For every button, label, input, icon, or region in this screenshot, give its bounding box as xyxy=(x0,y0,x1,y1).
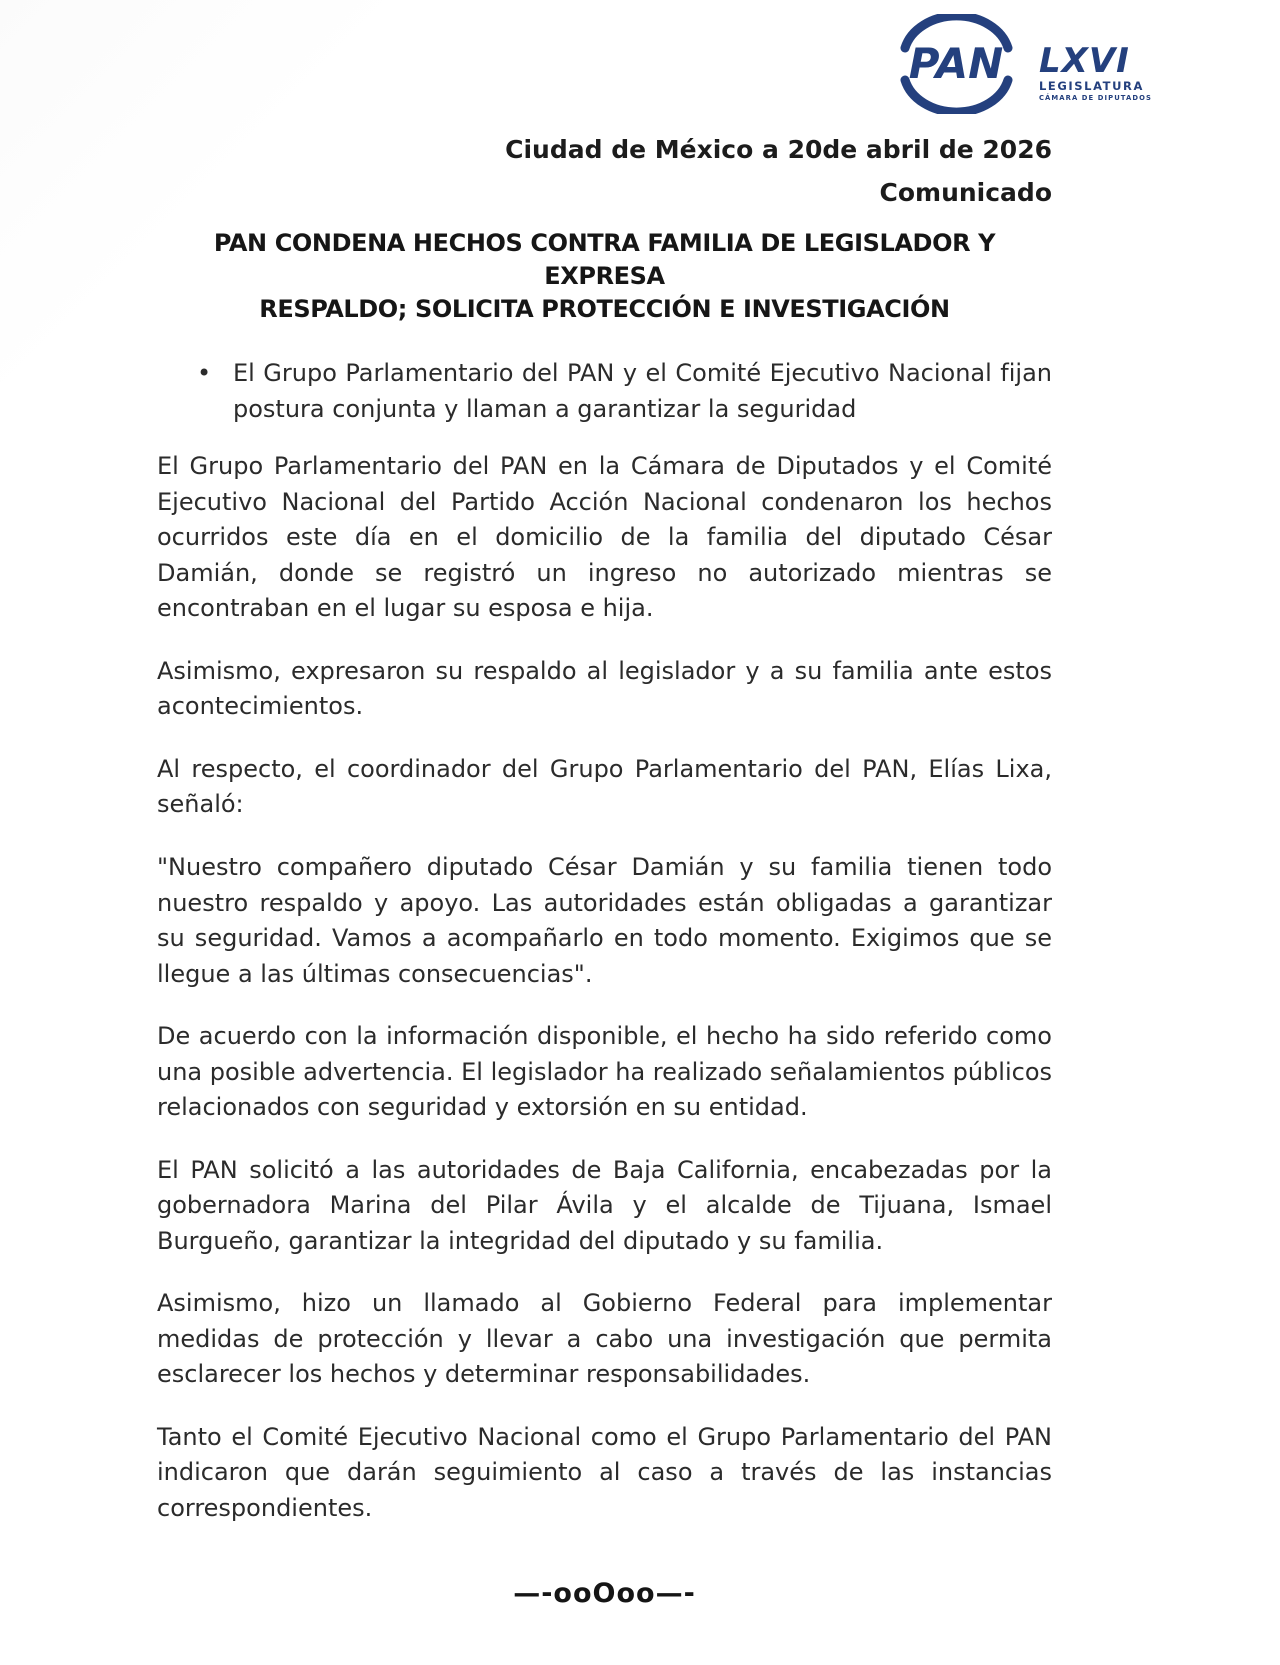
pan-logo-icon xyxy=(881,14,1031,114)
date-line: Ciudad de México a 20de abril de 2026 xyxy=(505,135,1052,164)
legislature-label: LEGISLATURA xyxy=(1038,78,1145,93)
body-paragraph: El Grupo Parlamentario del PAN en la Cámara de Diputados y el Comité Ejecutivo Nacional del Partido Acción Nacional condenaron los hechos ocurridos este día en el domicilio de la familia del diputado César Damián, donde se registró un ingreso no autorizado mientras se encontraban en el lugar su esposa e hija. xyxy=(157,452,1052,623)
legislature-number: LXVI xyxy=(1038,40,1130,81)
pan-logo-text: PAN xyxy=(908,39,1004,88)
body-paragraph: Asimismo, hizo un llamado al Gobierno Federal para implementar medidas de protección y llevar a cabo una investigación que permita esclarecer los hechos y determinar responsabilidades. xyxy=(157,1289,1052,1389)
key-points-list xyxy=(195,356,1052,427)
body-paragraph: "Nuestro compañero diputado César Damián y su familia tienen todo nuestro respaldo y apoyo. Las autoridades están obligadas a garantizar su seguridad. Vamos a acompañarlo en todo momento. Exigimos que se llegue a las últimas consecuencias". xyxy=(157,853,1052,988)
title-line: RESPALDO; SOLICITA PROTECCIÓN E INVESTIGACIÓN xyxy=(259,295,950,324)
body-paragraph: Asimismo, expresaron su respaldo al legislador y a su familia ante estos acontecimientos. xyxy=(157,656,1052,721)
body-paragraph: Tanto el Comité Ejecutivo Nacional como el Grupo Parlamentario del PAN indicaron que darán seguimiento al caso a través de las instancias correspondientes. xyxy=(157,1422,1052,1522)
body-paragraph: El PAN solicitó a las autoridades de Baja California, encabezadas por la gobernadora Marina del Pilar Ávila y el alcalde de Tijuana, Ismael Burgueño, garantizar la integridad del diputado y su familia. xyxy=(157,1155,1052,1255)
doc-type-label: Comunicado xyxy=(879,178,1052,207)
body-paragraph: De acuerdo con la información disponible, el hecho ha sido referido como una posible advertencia. El legislador ha realizado señalamientos públicos relacionados con seguridad y extorsión en su entidad. xyxy=(157,1022,1052,1122)
legislature-block xyxy=(1039,26,1152,102)
closing-mark: —-ooOoo—- xyxy=(513,1578,696,1610)
title-line: PAN CONDENA HECHOS CONTRA FAMILIA DE LEGISLADOR Y EXPRESA xyxy=(213,229,996,291)
chamber-label: CÁMARA DE DIPUTADOS xyxy=(1038,94,1152,103)
body-paragraph: Al respecto, el coordinador del Grupo Parlamentario del PAN, Elías Lixa, señaló: xyxy=(157,754,1052,819)
body-paragraphs xyxy=(157,449,1052,1526)
pan-legislatura-logo xyxy=(881,14,1152,114)
document-title xyxy=(157,227,1052,326)
key-point: • El Grupo Parlamentario del PAN y el Comité Ejecutivo Nacional fijan postura conjunta y llaman a garantizar la seguridad xyxy=(195,356,1052,427)
